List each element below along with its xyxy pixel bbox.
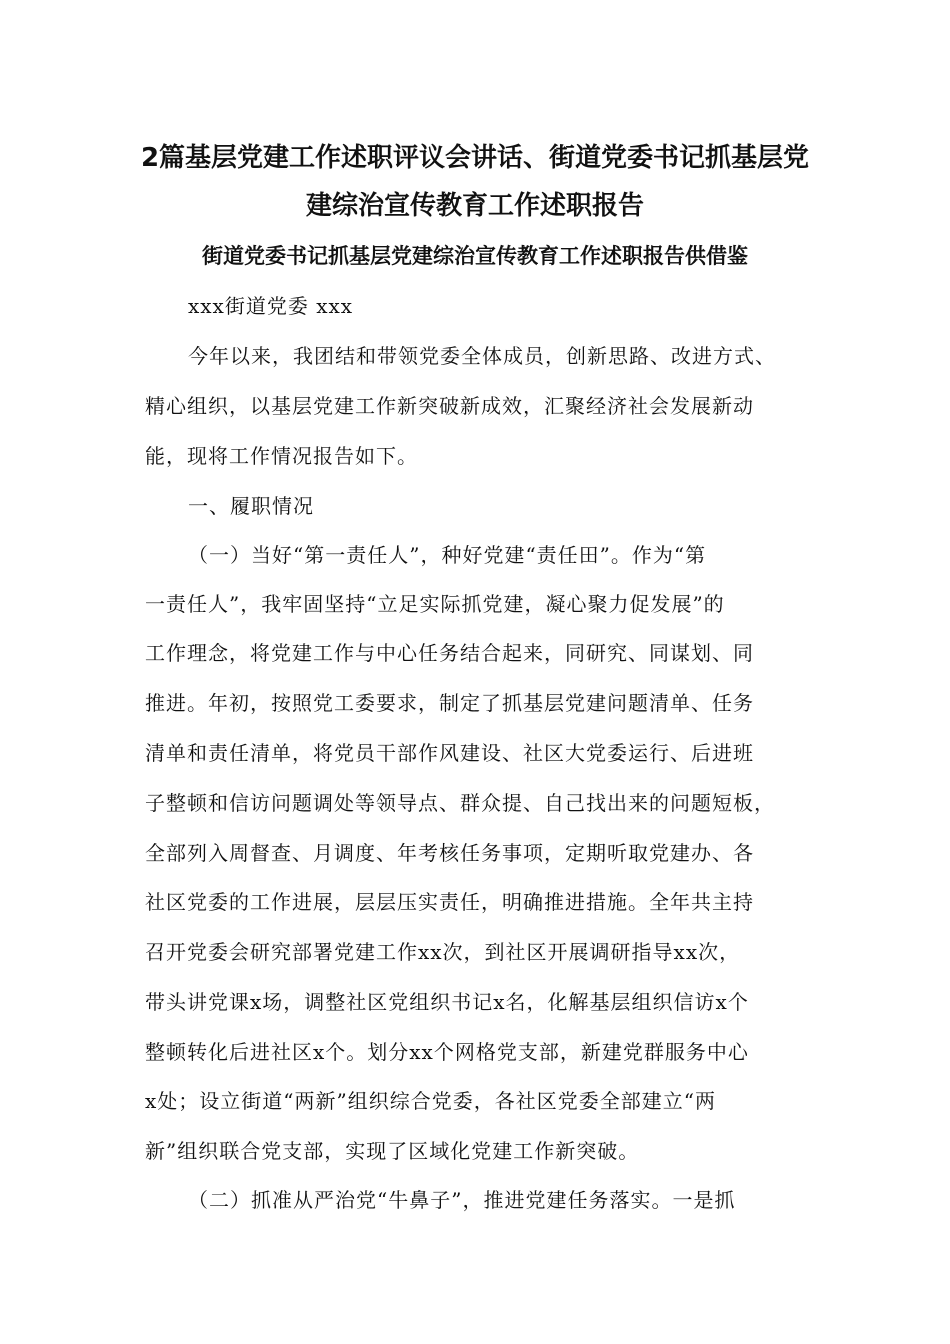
body-line: 精心组织，以基层党建工作新突破新成效，汇聚经济社会发展新动	[145, 394, 754, 418]
document-subtitle: 街道党委书记抓基层党建综治宣传教育工作述职报告供借鉴	[202, 244, 748, 268]
body-line: 清单和责任清单，将党员干部作风建设、社区大党委运行、后进班	[145, 741, 754, 765]
body-line: 工作理念，将党建工作与中心任务结合起来，同研究、同谋划、同	[145, 641, 754, 665]
body-line: 新”组织联合党支部，实现了区域化党建工作新突破。	[145, 1139, 640, 1163]
body-line: 整顿转化后进社区x个。划分xx个网格党支部，新建党群服务中心	[145, 1040, 749, 1064]
body-line: 今年以来，我团结和带领党委全体成员，创新思路、改进方式、	[188, 344, 776, 368]
body-line: 召开党委会研究部署党建工作xx次，到社区开展调研指导xx次，	[145, 940, 741, 964]
body-line: 推进。年初，按照党工委要求，制定了抓基层党建问题清单、任务	[145, 691, 754, 715]
body-line: 社区党委的工作进展，层层压实责任，明确推进措施。全年共主持	[145, 890, 754, 914]
body-line: 全部列入周督查、月调度、年考核任务事项，定期听取党建办、各	[145, 841, 754, 865]
document-title-line-2: 建综治宣传教育工作述职报告	[305, 191, 644, 221]
body-line: 能，现将工作情况报告如下。	[145, 444, 418, 468]
body-line: x处；设立街道“两新”组织综合党委，各社区党委全部建立“两	[145, 1089, 716, 1113]
body-line: （二）抓准从严治党“牛鼻子”，推进党建任务落实。一是抓	[188, 1188, 736, 1212]
author-line: xxx街道党委 xxx	[188, 294, 354, 318]
section-heading: 一、履职情况	[188, 494, 314, 518]
body-line: 一责任人”，我牢固坚持“立足实际抓党建，凝心聚力促发展”的	[145, 592, 725, 616]
document-title-line-1: 2篇基层党建工作述职评议会讲话、街道党委书记抓基层党	[140, 143, 810, 173]
body-line: （一）当好“第一责任人”，种好党建“责任田”。作为“第	[188, 543, 707, 567]
body-line: 带头讲党课x场，调整社区党组织书记x名，化解基层组织信访x个	[145, 990, 749, 1014]
body-line: 子整顿和信访问题调处等领导点、群众提、自己找出来的问题短板，	[145, 791, 775, 815]
